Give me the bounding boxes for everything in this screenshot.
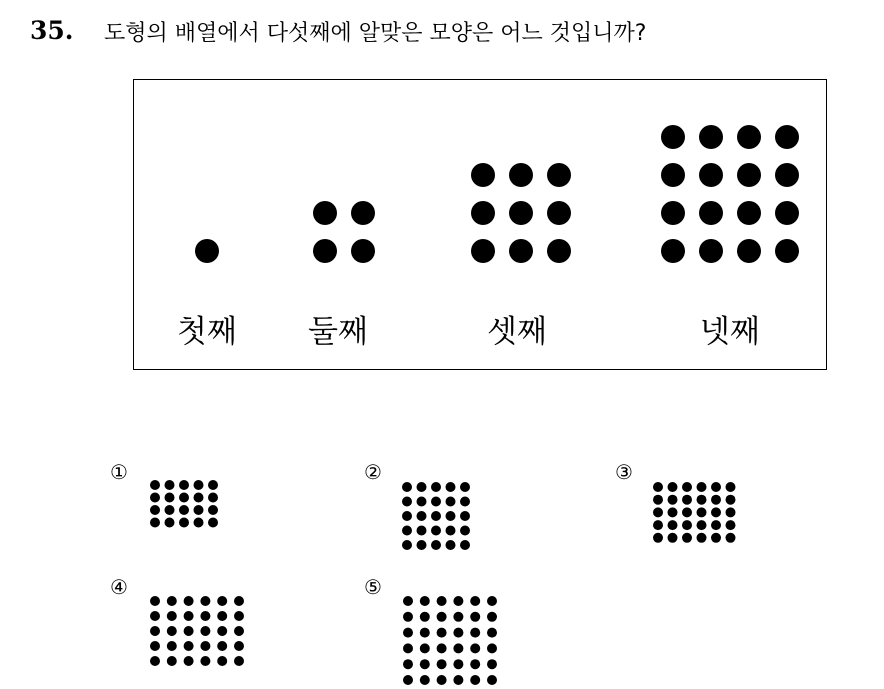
option-3-dot (697, 482, 707, 492)
option-4-dot (150, 656, 160, 666)
sequence-3-dot (509, 201, 533, 225)
option-4-dot (167, 596, 177, 606)
option-5-dot (403, 659, 413, 669)
option-3-dot (668, 507, 678, 517)
option-3-dot (668, 495, 678, 505)
option-1-dot (194, 505, 204, 515)
option-5-dot (437, 659, 447, 669)
option-3-dot (682, 507, 692, 517)
option-2-dot (446, 497, 456, 507)
option-5-dot (470, 596, 480, 606)
option-4-dot (234, 596, 244, 606)
option-2-dot (446, 482, 456, 492)
option-2-dot (460, 511, 470, 521)
option-4-dot (167, 611, 177, 621)
option-5-dot (453, 643, 463, 653)
option-2-marker: ② (364, 460, 382, 484)
sequence-4-dot (737, 125, 761, 149)
sequence-4-dot (699, 239, 723, 263)
sequence-4-dot (737, 201, 761, 225)
option-3-dot (711, 520, 721, 530)
option-3-dot (653, 482, 663, 492)
option-3-dot (711, 495, 721, 505)
option-4-dot (150, 626, 160, 636)
sequence-3-dot (471, 239, 495, 263)
sequence-3-dot (547, 201, 571, 225)
option-4-dot (234, 641, 244, 651)
option-4-dot (150, 611, 160, 621)
option-1-dot (208, 480, 218, 490)
option-1-dot (179, 518, 189, 528)
option-4-dot (217, 611, 227, 621)
option-3-dot (653, 533, 663, 543)
option-4-dot (184, 596, 194, 606)
sequence-3-dot (547, 163, 571, 187)
option-4-dot (217, 641, 227, 651)
option-5-dot (453, 628, 463, 638)
option-5-dot (437, 612, 447, 622)
option-2-dot (417, 482, 427, 492)
option-5-dot (487, 659, 497, 669)
option-3-dot (726, 495, 736, 505)
option-5-dot (420, 675, 430, 685)
sequence-4-dot (775, 163, 799, 187)
option-3-dot (726, 482, 736, 492)
option-1-dot (194, 518, 204, 528)
option-3-dot (711, 533, 721, 543)
option-2-dot (431, 482, 441, 492)
sequence-2-dot (351, 239, 375, 263)
option-5-dot (420, 596, 430, 606)
sequence-3-dot (509, 163, 533, 187)
option-3-marker: ③ (615, 460, 633, 484)
sequence-2-dot (351, 201, 375, 225)
option-4-dot (167, 641, 177, 651)
option-1-dot (179, 505, 189, 515)
sequence-4-dot (775, 201, 799, 225)
sequence-3-dot (509, 239, 533, 263)
option-2-dot (446, 511, 456, 521)
label-third: 셋째 (487, 314, 547, 350)
option-2-dot (402, 526, 412, 536)
option-1-marker: ① (110, 460, 128, 484)
option-3-dot (653, 520, 663, 530)
option-1-dot (150, 493, 160, 503)
sequence-4-dot (699, 163, 723, 187)
option-2-dot (417, 511, 427, 521)
sequence-box (133, 79, 827, 370)
option-3-dot (653, 495, 663, 505)
option-3-dot (697, 495, 707, 505)
option-5-dot (403, 612, 413, 622)
option-2-dot (417, 526, 427, 536)
option-2-dot (446, 540, 456, 550)
option-4-dot (184, 626, 194, 636)
label-first: 첫째 (177, 314, 237, 350)
option-4-dot (150, 596, 160, 606)
option-1-dot (208, 493, 218, 503)
option-5-dot (437, 643, 447, 653)
option-1-dot (165, 518, 175, 528)
sequence-1-dot (195, 239, 219, 263)
sequence-4-dot (737, 163, 761, 187)
option-1-dot (194, 480, 204, 490)
sequence-3-dot (471, 163, 495, 187)
option-5-dot (437, 596, 447, 606)
option-3-dot (711, 482, 721, 492)
option-3-dot (697, 507, 707, 517)
option-2-dot (460, 482, 470, 492)
option-4-dot (234, 656, 244, 666)
option-2-dot (446, 526, 456, 536)
sequence-4-dot (661, 163, 685, 187)
option-2-dot (417, 540, 427, 550)
label-second: 둘째 (308, 314, 368, 350)
option-3-dot (682, 495, 692, 505)
option-2-dot (431, 511, 441, 521)
sequence-4-dot (775, 239, 799, 263)
option-4-dot (234, 626, 244, 636)
option-1-dot (179, 480, 189, 490)
sequence-2-dot (313, 201, 337, 225)
option-4-dot (184, 611, 194, 621)
option-4-marker: ④ (110, 575, 128, 599)
option-5-marker: ⑤ (364, 575, 382, 599)
option-4-dot (217, 626, 227, 636)
option-5-dot (420, 643, 430, 653)
option-4-dot (200, 626, 210, 636)
option-3-dot (726, 520, 736, 530)
sequence-3-dot (547, 239, 571, 263)
option-3-dot (697, 520, 707, 530)
option-3-dot (668, 533, 678, 543)
option-5-dot (403, 675, 413, 685)
option-1-dot (150, 505, 160, 515)
option-5-dot (453, 596, 463, 606)
sequence-4-dot (661, 125, 685, 149)
option-5-dot (487, 675, 497, 685)
question-number: 35. (30, 16, 74, 45)
option-5-dot (487, 612, 497, 622)
option-5-dot (453, 675, 463, 685)
option-5-dot (437, 675, 447, 685)
option-5-dot (487, 596, 497, 606)
option-2-dot (417, 497, 427, 507)
option-4-dot (167, 626, 177, 636)
option-4-dot (200, 656, 210, 666)
sequence-2-dot (313, 239, 337, 263)
option-5-dot (403, 596, 413, 606)
option-3-dot (697, 533, 707, 543)
option-5-dot (470, 659, 480, 669)
option-5-dot (487, 628, 497, 638)
option-2-dot (460, 526, 470, 536)
option-4-dot (217, 656, 227, 666)
option-4-dot (150, 641, 160, 651)
option-4-dot (184, 641, 194, 651)
sequence-4-dot (737, 239, 761, 263)
option-5-dot (437, 628, 447, 638)
option-1-dot (194, 493, 204, 503)
option-5-dot (470, 643, 480, 653)
option-5-dot (453, 659, 463, 669)
option-5-dot (487, 643, 497, 653)
option-5-dot (470, 628, 480, 638)
option-5-dot (453, 612, 463, 622)
option-4-dot (234, 611, 244, 621)
sequence-3-dot (471, 201, 495, 225)
option-1-dot (150, 480, 160, 490)
option-2-dot (431, 526, 441, 536)
sequence-4-dot (661, 239, 685, 263)
option-2-dot (402, 482, 412, 492)
sequence-4-dot (661, 201, 685, 225)
sequence-4-dot (699, 125, 723, 149)
option-3-dot (668, 520, 678, 530)
option-3-dot (682, 520, 692, 530)
option-3-dot (682, 482, 692, 492)
option-4-dot (200, 596, 210, 606)
option-5-dot (470, 612, 480, 622)
option-3-dot (711, 507, 721, 517)
sequence-4-dot (775, 125, 799, 149)
option-4-dot (200, 641, 210, 651)
label-fourth: 넷째 (700, 314, 760, 350)
option-5-dot (420, 659, 430, 669)
option-1-dot (179, 493, 189, 503)
option-1-dot (165, 480, 175, 490)
option-5-dot (420, 628, 430, 638)
option-2-dot (431, 497, 441, 507)
sequence-4-dot (699, 201, 723, 225)
option-3-dot (653, 507, 663, 517)
option-2-dot (402, 497, 412, 507)
option-1-dot (208, 505, 218, 515)
option-2-dot (402, 511, 412, 521)
option-1-dot (208, 518, 218, 528)
option-2-dot (460, 497, 470, 507)
option-5-dot (403, 643, 413, 653)
option-2-dot (431, 540, 441, 550)
option-3-dot (726, 533, 736, 543)
question-text: 도형의 배열에서 다섯째에 알맞은 모양은 어느 것입니까? (104, 21, 647, 46)
option-3-dot (668, 482, 678, 492)
option-5-dot (420, 612, 430, 622)
option-4-dot (217, 596, 227, 606)
option-4-dot (167, 656, 177, 666)
option-1-dot (165, 493, 175, 503)
option-2-dot (460, 540, 470, 550)
option-4-dot (184, 656, 194, 666)
option-3-dot (726, 507, 736, 517)
option-1-dot (150, 518, 160, 528)
option-1-dot (165, 505, 175, 515)
option-5-dot (470, 675, 480, 685)
option-5-dot (403, 628, 413, 638)
option-4-dot (200, 611, 210, 621)
option-3-dot (682, 533, 692, 543)
option-2-dot (402, 540, 412, 550)
